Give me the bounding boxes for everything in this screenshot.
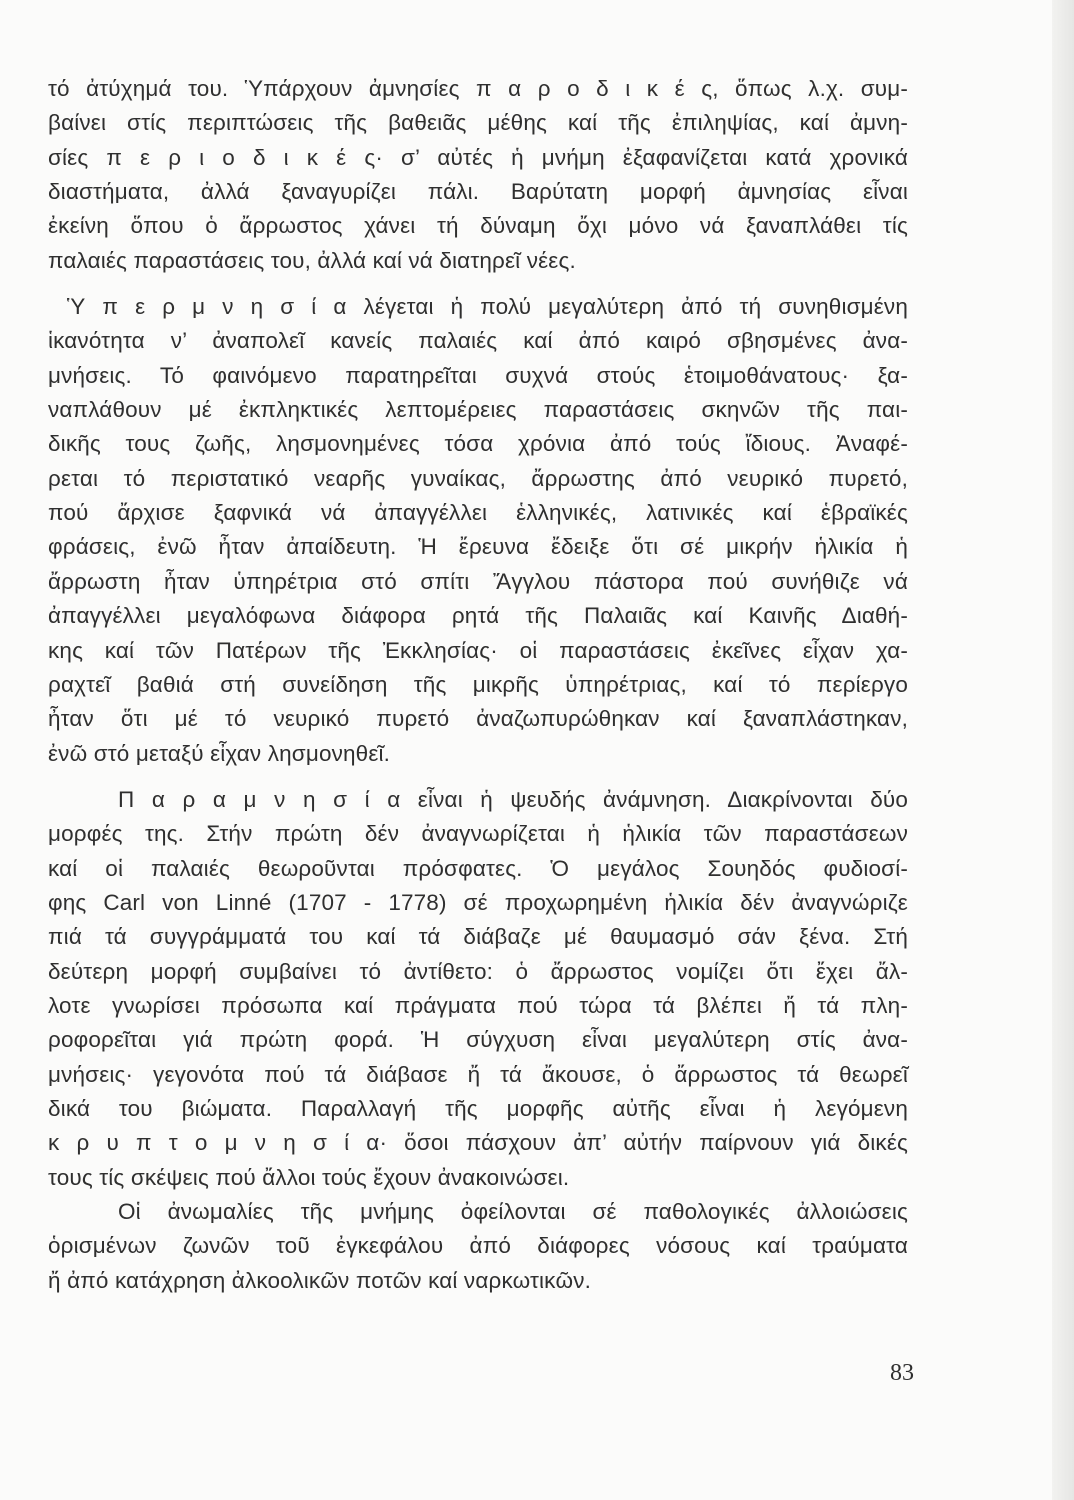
text-line: ἄρρωστη ἦταν ὑπηρέτρια στό σπίτι Ἄγγλου πάστορα πού συνήθιζε νά <box>48 568 908 594</box>
paragraph-amnesia <box>48 72 908 278</box>
text-line: φης Carl von Linné (1707 - 1778) σέ προχωρημένη ἡλικία δέν ἀναγνώριζε <box>48 889 908 915</box>
text-line: ροφορεῖται γιά πρώτη φορά. Ἡ σύγχυση εἶναι μεγαλύτερη στίς ἀνα- <box>48 1027 908 1053</box>
text-line: μορφές της. Στήν πρώτη δέν ἀναγνωρίζεται ἡ ἡλικία τῶν παραστάσεων <box>48 821 908 847</box>
paragraph-paramnesia <box>48 783 908 1195</box>
text-line: κ ρ υ π τ ο μ ν η σ ί α· ὅσοι πάσχουν ἀπ’ αὐτήν παίρνουν γιά δικές <box>48 1130 908 1156</box>
text-line: δεύτερη μορφή συμβαίνει τό ἀντίθετο: ὁ ἄρρωστος νομίζει ὅτι ἔχει ἄλ- <box>48 958 908 984</box>
text-line: λοτε γνωρίσει πρόσωπα καί πράγματα πού τώρα τά βλέπει ἤ τά πλη- <box>48 992 908 1018</box>
text-line: κης καί τῶν Πατέρων τῆς Ἐκκλησίας· οἱ παραστάσεις ἐκεῖνες εἶχαν χα- <box>48 637 908 663</box>
text-line: τό ἀτύχημά του. Ὑπάρχουν ἀμνησίες π α ρ ο δ ι κ έ ς, ὅπως λ.χ. συμ- <box>48 76 908 101</box>
text-line: ἱκανότητα ν’ ἀναπολεῖ κανείς παλαιές καί ἀπό καιρό σβησμένες ἀνα- <box>48 328 908 354</box>
text-line: Π α ρ α μ ν η σ ί α εἶναι ἡ ψευδής ἀνάμνηση. Διακρίνονται δύο <box>118 786 908 812</box>
text-line: ἐνῶ στό μεταξύ εἶχαν λησμονηθεῖ. <box>48 740 391 766</box>
text-line: ραχτεῖ βαθιά στή συνείδηση τῆς μικρῆς ὑπηρέτριας, καί τό περίεργο <box>48 671 908 697</box>
text-line: Ὑ π ε ρ μ ν η σ ί α λέγεται ἡ πολύ μεγαλύτερη ἀπό τή συνηθισμένη <box>67 294 908 320</box>
text-line: σίες π ε ρ ι ο δ ι κ έ ς· σ’ αὐτές ἡ μνήμη ἐξαφανίζεται κατά χρονικά <box>48 144 908 170</box>
text-line: ἦταν ὅτι μέ τό νευρικό πυρετό ἀναζωπυρώθηκαν καί ξαναπλάστηκαν, <box>48 706 908 732</box>
body-text <box>48 72 908 1298</box>
text-line: ἀπαγγέλλει μεγαλόφωνα διάφορα ρητά τῆς Παλαιᾶς καί Καινῆς Διαθή- <box>48 603 908 629</box>
text-line: δικῆς τους ζωῆς, λησμονημένες τόσα χρόνια ἀπό τούς ἴδιους. Ἀναφέ- <box>48 431 908 457</box>
paragraph-causes <box>48 1195 908 1298</box>
paragraph-hypermnesia <box>48 290 908 771</box>
text-line: μνήσεις· γεγονότα πού τά διάβασε ἤ τά ἄκουσε, ὁ ἄρρωστος τά θεωρεῖ <box>48 1061 908 1087</box>
text-line: ρεται τό περιστατικό νεαρῆς γυναίκας, ἄρρωστης ἀπό νευρικό πυρετό, <box>48 465 908 491</box>
text-line: ἐκείνη ὅπου ὁ ἄρρωστος χάνει τή δύναμη ὄχι μόνο νά ξαναπλάθει τίς <box>48 213 908 239</box>
text-line: ὁρισμένων ζωνῶν τοῦ ἐγκεφάλου ἀπό διάφορες νόσους καί τραύματα <box>48 1233 908 1259</box>
text-line: Οἱ ἀνωμαλίες τῆς μνήμης ὀφείλονται σέ παθολογικές ἀλλοιώσεις <box>118 1199 908 1224</box>
text-line: πού ἄρχισε ξαφνικά νά ἀπαγγέλλει ἑλληνικές, λατινικές καί ἑβραϊκές <box>48 500 908 526</box>
page-number: 83 <box>890 1360 914 1386</box>
text-line: παλαιές παραστάσεις του, ἀλλά καί νά διατηρεῖ νέες. <box>48 247 576 273</box>
text-line: τους τίς σκέψεις πού ἄλλοι τούς ἔχουν ἀνακοινώσει. <box>48 1164 570 1190</box>
text-line: καί οἱ παλαιές θεωροῦνται πρόσφατες. Ὁ μεγάλος Σουηδός φυδιοσί- <box>48 855 908 881</box>
text-line: πιά τά συγγράμματά του καί τά διάβαζε μέ θαυμασμό σάν ξένα. Στή <box>48 924 908 950</box>
text-line: δικά του βιώματα. Παραλλαγή τῆς μορφῆς αὐτῆς εἶναι ἡ λεγόμενη <box>48 1095 908 1121</box>
text-line: μνήσεις. Τό φαινόμενο παρατηρεῖται συχνά στούς ἑτοιμοθάνατους· ξα- <box>48 362 908 388</box>
text-line: ἤ ἀπό κατάχρηση ἀλκοολικῶν ποτῶν καί ναρκωτικῶν. <box>48 1267 592 1293</box>
text-line: φράσεις, ἐνῶ ἦταν ἀπαίδευτη. Ἡ ἔρευνα ἔδειξε ὅτι σέ μικρήν ἡλικία ἡ <box>48 534 908 560</box>
text-line: βαίνει στίς περιπτώσεις τῆς βαθειᾶς μέθης καί τῆς ἐπιληψίας, καί ἀμνη- <box>48 110 908 136</box>
page-edge-shadow <box>1052 0 1074 1500</box>
text-line: διαστήματα, ἀλλά ξαναγυρίζει πάλι. Βαρύτατη μορφή ἀμνησίας εἶναι <box>48 179 908 205</box>
text-line: ναπλάθουν μέ ἐκπληκτικές λεπτομέρειες παραστάσεις σκηνῶν τῆς παι- <box>48 397 908 423</box>
